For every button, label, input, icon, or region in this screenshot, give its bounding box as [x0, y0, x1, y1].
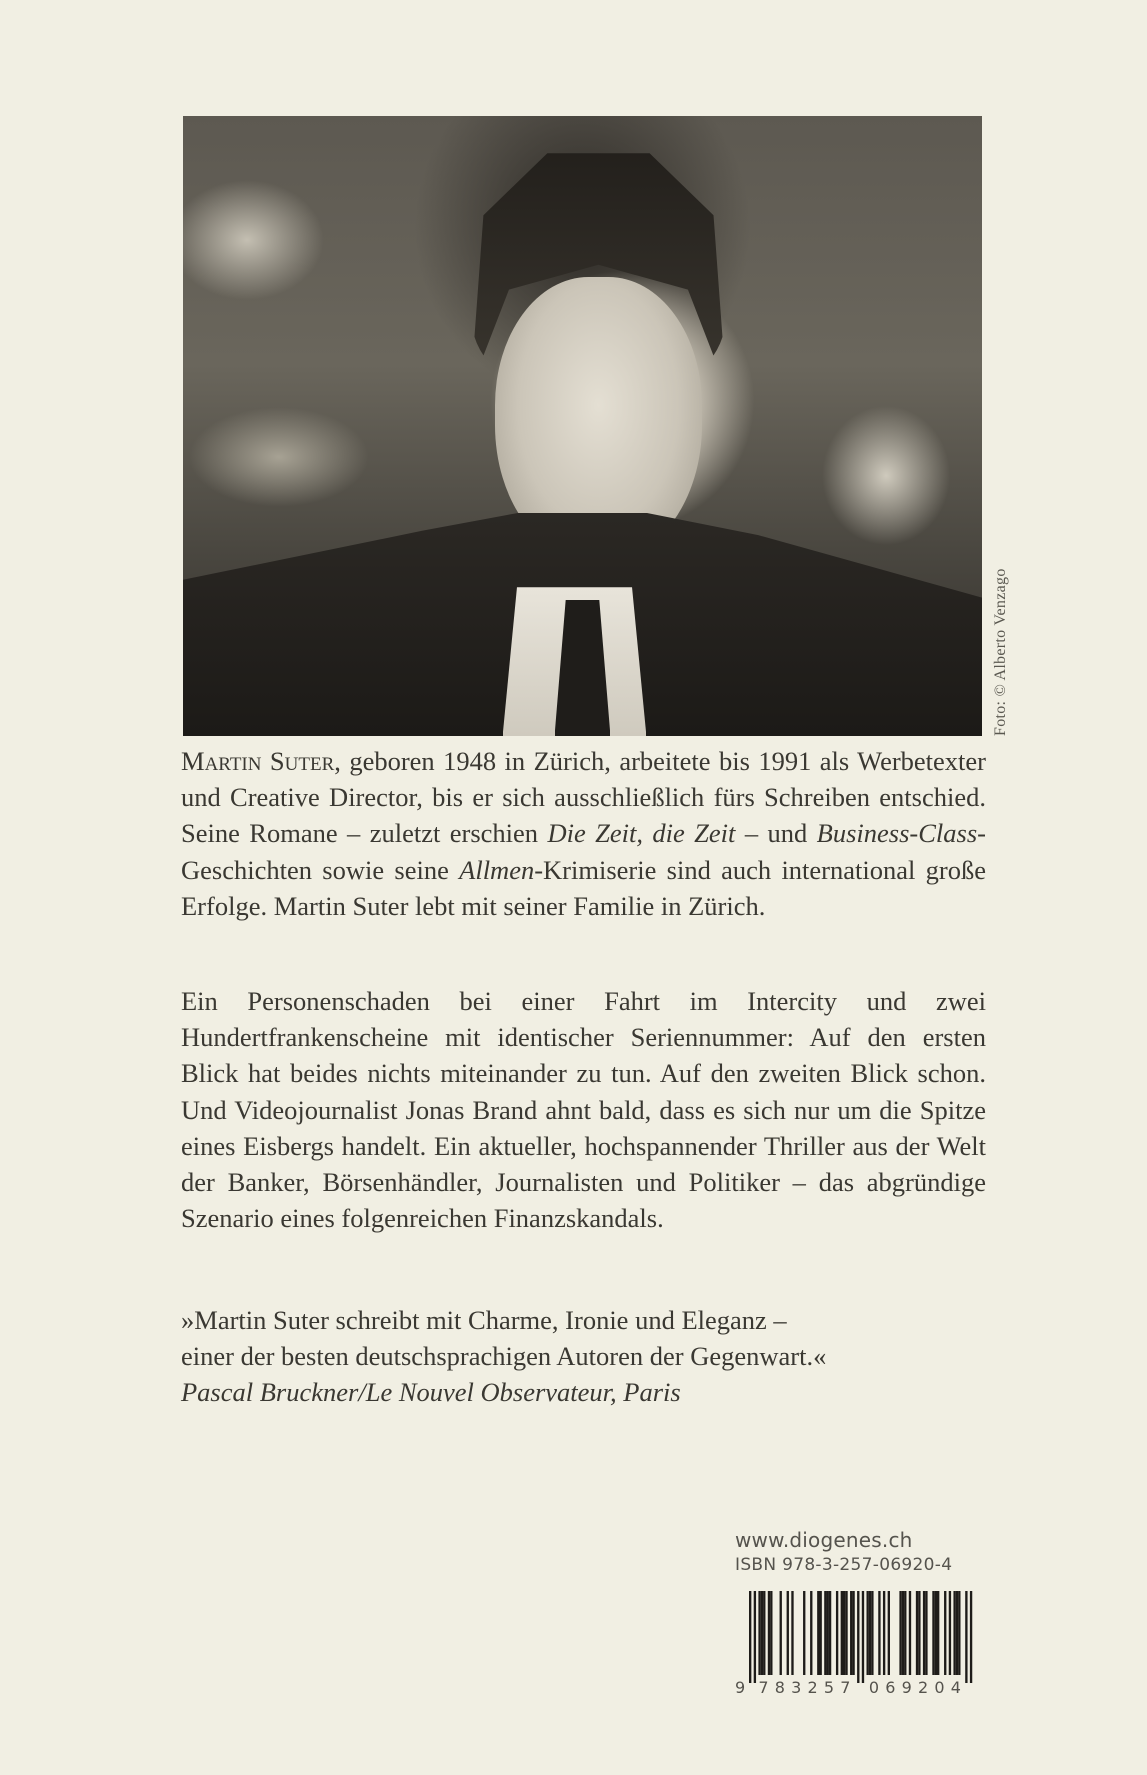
- barcode-bar: [916, 1591, 918, 1675]
- barcode-bar: [817, 1591, 819, 1675]
- barcode-bar: [780, 1591, 782, 1675]
- author-photo: [183, 116, 982, 736]
- barcode-bar: [787, 1591, 789, 1675]
- barcode-graphic: [735, 1589, 985, 1697]
- bio-text: -Geschichten sowie seine: [181, 818, 986, 885]
- barcode-bar: [836, 1591, 838, 1675]
- barcode-bar: [965, 1591, 967, 1683]
- barcode-digit-lead: 9: [735, 1678, 752, 1697]
- barcode-bar: [857, 1591, 859, 1683]
- publisher-info: [735, 1528, 952, 1575]
- barcode-bar: [843, 1591, 845, 1675]
- barcode-bar: [869, 1591, 871, 1675]
- author-bio: [181, 743, 986, 924]
- barcode-bar: [949, 1591, 951, 1675]
- bio-text: -Krimiserie sind auch international große Erfolge. Martin Suter lebt mit seiner Familie in Zürich.: [181, 854, 986, 921]
- barcode-bar: [902, 1591, 904, 1675]
- barcode-bar: [845, 1591, 847, 1675]
- barcode-bar: [871, 1591, 873, 1675]
- publisher-url[interactable]: www.diogenes.ch: [735, 1528, 913, 1552]
- ean-barcode: [735, 1589, 985, 1697]
- blurb-text: Ein Personenschaden bei einer Fahrt im Intercity und zwei Hundertfrankenscheine mit identischer Seriennummer: Auf den ersten Blick hat beides nichts miteinander zu tun. Auf den zweiten Blick schon. Und Videojournalist Jonas Brand ahnt bald, dass es sich nur um die Spitze eines Eisbergs handelt. Ein aktueller, hochspannender Thriller aus der Welt der Banker, Börsenhändler, Journalisten und Politiker – das abgründige Szenario eines folgenreichen Finanzskandals.: [181, 986, 986, 1234]
- photo-credit: Foto: © Alberto Venzago: [992, 568, 1009, 736]
- barcode-bar: [763, 1591, 765, 1675]
- barcode-digits-left: 783257: [758, 1678, 857, 1697]
- barcode-bar: [791, 1591, 793, 1675]
- barcode-bar: [829, 1591, 831, 1675]
- barcode-bar: [925, 1591, 927, 1675]
- barcode-bar: [820, 1591, 822, 1675]
- quote-attribution: Pascal Bruckner/Le Nouvel Observateur, Paris: [181, 1377, 681, 1408]
- barcode-digits-right: 069204: [868, 1678, 968, 1697]
- barcode-bar: [935, 1591, 937, 1675]
- barcode-bar: [824, 1591, 826, 1675]
- bio-text: – und: [735, 818, 817, 849]
- barcode-bar: [899, 1591, 901, 1675]
- book-blurb: [181, 983, 986, 1236]
- book-title-die-zeit: Die Zeit, die Zeit: [547, 818, 736, 849]
- barcode-bar: [770, 1591, 772, 1675]
- barcode-bar: [888, 1591, 890, 1675]
- barcode-bar: [937, 1591, 939, 1675]
- barcode-bar: [970, 1591, 972, 1683]
- barcode-bar: [867, 1591, 869, 1675]
- barcode-bar: [909, 1591, 911, 1675]
- book-title-business-class: Business-Class: [816, 818, 978, 849]
- barcode-bar: [862, 1591, 864, 1683]
- press-quote: [181, 1302, 986, 1411]
- barcode-bar: [754, 1591, 756, 1683]
- barcode-bar: [883, 1591, 885, 1675]
- barcode-bar: [918, 1591, 920, 1675]
- barcode-bar: [878, 1591, 880, 1675]
- quote-line-1: »Martin Suter schreibt mit Charme, Ironie und Eleganz –: [181, 1305, 787, 1335]
- barcode-bar: [852, 1591, 854, 1675]
- barcode-bar: [944, 1591, 946, 1675]
- barcode-bar: [932, 1591, 934, 1675]
- barcode-bar: [958, 1591, 960, 1675]
- series-title-allmen: Allmen: [459, 854, 535, 885]
- barcode-bar: [841, 1591, 843, 1675]
- barcode-bar: [904, 1591, 906, 1675]
- isbn: ISBN 978-3-257-06920-4: [735, 1555, 953, 1575]
- author-name: Martin Suter: [181, 746, 335, 776]
- quote-line-2: einer der besten deutschsprachigen Autoren der Gegenwart.«: [181, 1341, 827, 1372]
- barcode-bar: [768, 1591, 770, 1675]
- barcode-bar: [827, 1591, 829, 1675]
- barcode-bar: [810, 1591, 812, 1675]
- barcode-bar: [761, 1591, 763, 1675]
- barcode-bar: [850, 1591, 852, 1675]
- barcode-bar: [758, 1591, 760, 1675]
- bio-text: , geboren 1948 in Zürich, arbeitete bis 1991 als Werbetexter und Creative Director, bis er sich ausschließlich fürs Schreiben entschied. Seine Romane – zuletzt erschien: [181, 746, 986, 849]
- barcode-bar: [749, 1591, 751, 1683]
- barcode-bar: [956, 1591, 958, 1675]
- barcode-bar: [923, 1591, 925, 1675]
- barcode-bar: [953, 1591, 955, 1675]
- barcode-bar: [803, 1591, 805, 1675]
